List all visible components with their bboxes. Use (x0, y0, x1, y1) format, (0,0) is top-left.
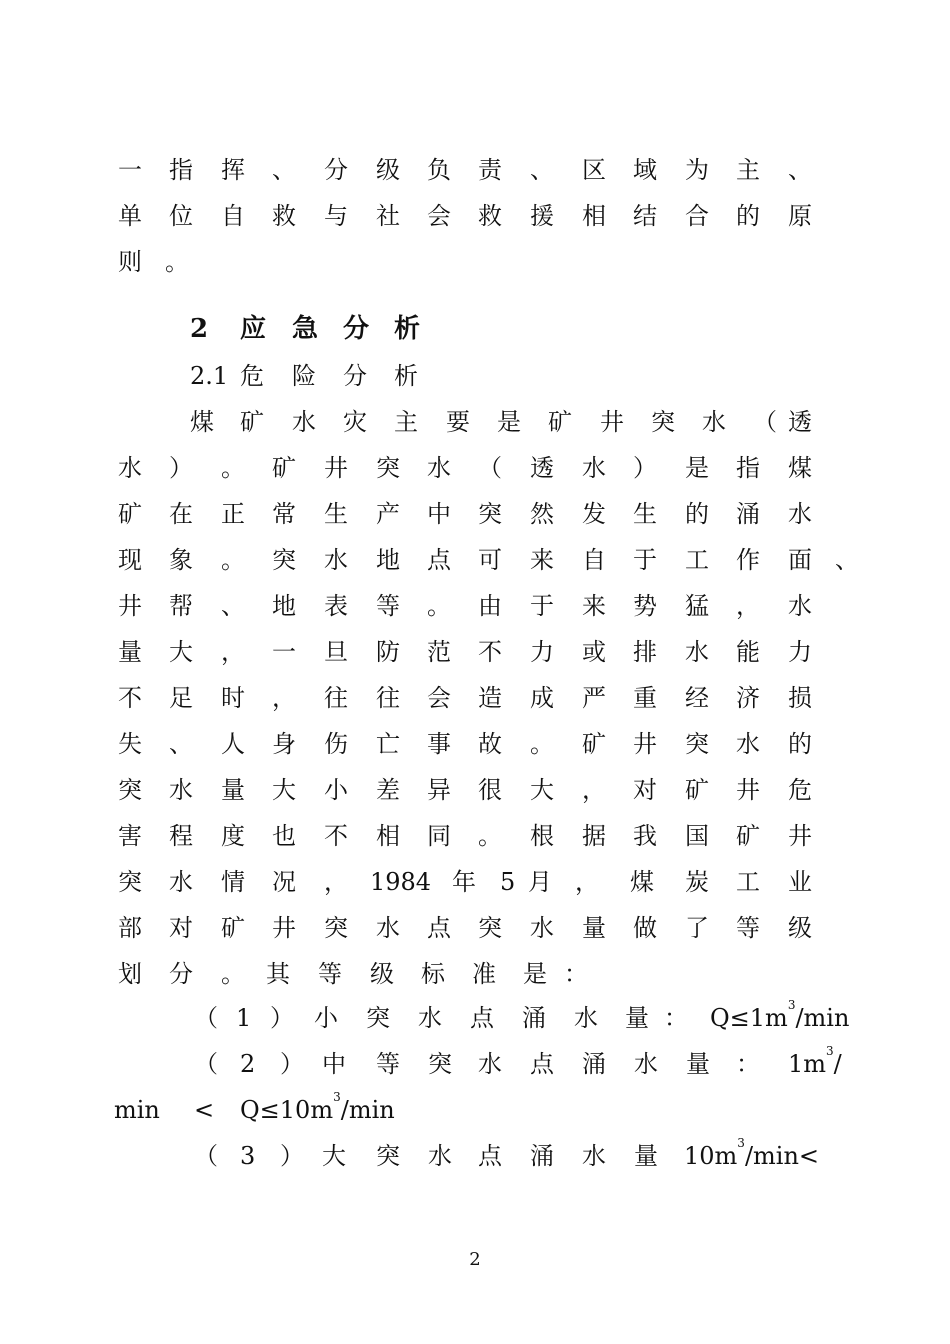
paragraph-line (0, 678, 950, 718)
text-token: 大 (530, 776, 554, 804)
text-token: 水 (582, 454, 606, 482)
text-token: 帮 (169, 592, 193, 620)
text-token: 根 (530, 822, 554, 850)
text-token: 。 (478, 822, 502, 850)
text-token: 水 (530, 914, 554, 942)
text-token: 年 (452, 868, 476, 896)
text-token: 国 (685, 822, 709, 850)
text-token: 害 (118, 822, 142, 850)
text-token: 水 (685, 638, 709, 666)
list-item (0, 1090, 950, 1130)
text-token: 也 (272, 822, 296, 850)
text-token: 量 (582, 914, 606, 942)
text-token: ， (324, 868, 348, 896)
text-token: ： (564, 960, 588, 988)
text-token: 分 (169, 960, 193, 988)
text-token: 突 (651, 408, 675, 436)
text-token: 井 (600, 408, 624, 436)
text-token: 于 (633, 546, 657, 574)
text-token: （ (478, 454, 502, 482)
text-token: 水 (702, 408, 726, 436)
text-token: 水 (169, 776, 193, 804)
text-token: 井 (118, 592, 142, 620)
text-token: 级 (370, 960, 394, 988)
text-token: 与 (324, 202, 348, 230)
text-token: ， (736, 592, 760, 620)
text-token: 我 (633, 822, 657, 850)
text-token: 结 (633, 202, 657, 230)
text-token: 挥 (221, 156, 245, 184)
text-token: 现 (118, 546, 142, 574)
text-token: 点 (530, 1050, 554, 1078)
text-token: 量 (625, 1004, 649, 1032)
text-token: 会 (427, 202, 451, 230)
text-token: 煤 (190, 408, 214, 436)
text-token: 矿 (240, 408, 264, 436)
text-token: 势 (633, 592, 657, 620)
text-token: 突 (685, 730, 709, 758)
text-token: 故 (478, 730, 502, 758)
text-token: 突 (376, 1142, 400, 1170)
text-token: 。 (427, 592, 451, 620)
text-token: 井 (788, 822, 812, 850)
text-token: 矿 (272, 454, 296, 482)
text-token: 经 (685, 684, 709, 712)
text-token: ： (664, 1004, 688, 1032)
text-token: 防 (376, 638, 400, 666)
text-token: 水 (736, 730, 760, 758)
text-token: 分 (343, 314, 370, 344)
text-token: 水 (292, 408, 316, 436)
text-token: 排 (633, 638, 657, 666)
text-token: 5 (500, 868, 516, 896)
text-token: 水 (582, 1142, 606, 1170)
text-token: 工 (685, 546, 709, 574)
text-token: ： (736, 1050, 760, 1078)
text-token: min (114, 1096, 160, 1124)
text-token: 应 (240, 314, 267, 344)
section-heading (0, 309, 950, 349)
text-token: 危 (788, 776, 812, 804)
text-token: 亡 (376, 730, 400, 758)
text-token: 大 (169, 638, 193, 666)
text-token: 合 (685, 202, 709, 230)
text-token: 域 (633, 156, 657, 184)
text-token: 为 (685, 156, 709, 184)
text-token: 位 (169, 202, 193, 230)
text-token: ） (169, 454, 193, 482)
text-token: 情 (221, 868, 245, 896)
text-token: 矿 (548, 408, 572, 436)
text-token: 地 (272, 592, 296, 620)
text-token: 可 (478, 546, 502, 574)
text-token: 2 (240, 1050, 256, 1078)
text-token: 的 (788, 730, 812, 758)
text-token: 1 (236, 1004, 252, 1032)
text-token: 社 (376, 202, 400, 230)
text-token: 级 (788, 914, 812, 942)
text-token: 大 (272, 776, 296, 804)
text-token: $1m^3/$ (788, 1044, 842, 1078)
text-token: 往 (324, 684, 348, 712)
text-token: 炭 (685, 868, 709, 896)
text-token: 1984 (370, 868, 432, 896)
text-token: （ (194, 1050, 218, 1078)
text-token: 原 (788, 202, 812, 230)
text-token: 损 (788, 684, 812, 712)
text-token: 是 (523, 960, 547, 988)
text-token: ， (272, 684, 296, 712)
text-token: ， (582, 776, 606, 804)
text-token: 据 (582, 822, 606, 850)
text-token: 由 (478, 592, 502, 620)
text-token: 力 (788, 638, 812, 666)
text-token: 表 (324, 592, 348, 620)
text-token: 力 (530, 638, 554, 666)
text-token: 点 (470, 1004, 494, 1032)
text-token: 涌 (736, 500, 760, 528)
text-token: 突 (478, 500, 502, 528)
text-token: 自 (582, 546, 606, 574)
text-token: 。 (530, 730, 554, 758)
text-token: 部 (118, 914, 142, 942)
text-token: 水 (418, 1004, 442, 1032)
text-token: 是 (685, 454, 709, 482)
text-token: 生 (324, 500, 348, 528)
text-token: 正 (221, 500, 245, 528)
text-token: 差 (376, 776, 400, 804)
text-token: 重 (633, 684, 657, 712)
text-token: 煤 (788, 454, 812, 482)
page-number: 2 (469, 1249, 481, 1270)
text-token: < (194, 1096, 215, 1124)
text-token: 点 (478, 1142, 502, 1170)
text-token: 透 (788, 408, 812, 436)
text-token: 2.1 (190, 362, 229, 390)
text-token: 井 (633, 730, 657, 758)
text-token: 准 (472, 960, 496, 988)
text-token: 涌 (530, 1142, 554, 1170)
text-token: 在 (169, 500, 193, 528)
text-token: 量 (221, 776, 245, 804)
text-token: 的 (685, 500, 709, 528)
text-token: 点 (427, 546, 451, 574)
text-token: 、 (221, 592, 245, 620)
text-token: 透 (530, 454, 554, 482)
text-token: 、 (530, 156, 554, 184)
text-token: $Q\le 10m^3/\min$ (240, 1090, 395, 1124)
text-token: 来 (582, 592, 606, 620)
paragraph-line (0, 724, 950, 764)
text-token: 水 (324, 546, 348, 574)
text-token: 矿 (736, 822, 760, 850)
text-token: （ (194, 1142, 218, 1170)
text-token: 水 (574, 1004, 598, 1032)
text-token: 不 (118, 684, 142, 712)
paragraph-line (0, 402, 950, 442)
text-token: 水 (169, 868, 193, 896)
text-token: 大 (322, 1142, 346, 1170)
text-token: 旦 (324, 638, 348, 666)
text-token: 于 (530, 592, 554, 620)
text-token: 对 (169, 914, 193, 942)
text-token: 点 (427, 914, 451, 942)
text-token: 水 (788, 500, 812, 528)
text-token: 援 (530, 202, 554, 230)
text-token: 地 (376, 546, 400, 574)
text-token: 做 (633, 914, 657, 942)
text-token: 水 (634, 1050, 658, 1078)
text-token: 其 (266, 960, 290, 988)
text-token: 相 (376, 822, 400, 850)
text-token: 。 (221, 960, 245, 988)
text-token: 时 (221, 684, 245, 712)
text-token: 一 (272, 638, 296, 666)
text-token: 突 (118, 868, 142, 896)
paragraph-line (0, 816, 950, 856)
text-token: 能 (736, 638, 760, 666)
text-token: 矿 (582, 730, 606, 758)
text-token: 度 (221, 822, 245, 850)
paragraph-line (0, 150, 950, 190)
text-token: 水 (427, 454, 451, 482)
text-token: ） (633, 454, 657, 482)
text-token: 面 (788, 546, 812, 574)
text-token: 不 (324, 822, 348, 850)
text-token: 象 (169, 546, 193, 574)
text-token: 井 (272, 914, 296, 942)
text-token: 、 (272, 156, 296, 184)
text-token: 标 (421, 960, 445, 988)
text-token: 井 (324, 454, 348, 482)
text-token: 、 (169, 730, 193, 758)
text-token: 急 (292, 314, 319, 344)
text-token: 业 (788, 868, 812, 896)
text-token: 则 (118, 248, 142, 276)
text-token: 2 (190, 314, 209, 344)
text-token: 然 (530, 500, 554, 528)
text-token: 突 (366, 1004, 390, 1032)
text-token: 突 (272, 546, 296, 574)
text-token: 很 (478, 776, 502, 804)
text-token: ） (280, 1050, 304, 1078)
text-token: （ (194, 1004, 218, 1032)
text-token: 析 (394, 362, 418, 390)
text-token: ） (280, 1142, 304, 1170)
text-token: 伤 (324, 730, 348, 758)
text-token: 。 (221, 546, 245, 574)
text-token: 涌 (522, 1004, 546, 1032)
text-token: 突 (428, 1050, 452, 1078)
text-token: 指 (736, 454, 760, 482)
text-token: 井 (736, 776, 760, 804)
text-token: 一 (118, 156, 142, 184)
text-token: 产 (376, 500, 400, 528)
text-token: 要 (446, 408, 470, 436)
text-token: 等 (736, 914, 760, 942)
text-token: 小 (324, 776, 348, 804)
text-token: 责 (478, 156, 502, 184)
text-token: 事 (427, 730, 451, 758)
text-token: 分 (324, 156, 348, 184)
paragraph-line (0, 448, 950, 488)
text-token: 身 (272, 730, 296, 758)
text-token: 水 (118, 454, 142, 482)
text-token: 主 (736, 156, 760, 184)
text-token: 水 (376, 914, 400, 942)
text-token: 来 (530, 546, 554, 574)
text-token: 是 (497, 408, 521, 436)
text-token: 猛 (685, 592, 709, 620)
text-token: 作 (736, 546, 760, 574)
text-token: 水 (428, 1142, 452, 1170)
text-token: 量 (686, 1050, 710, 1078)
text-token: 济 (736, 684, 760, 712)
paragraph-line (0, 540, 950, 580)
text-token: 矿 (221, 914, 245, 942)
paragraph-line (0, 242, 950, 282)
text-token: 常 (272, 500, 296, 528)
text-token: 突 (324, 914, 348, 942)
text-token: 异 (427, 776, 451, 804)
text-token: 突 (478, 914, 502, 942)
text-token: 不 (478, 638, 502, 666)
paragraph-line (0, 862, 950, 902)
text-token: 严 (582, 684, 606, 712)
text-token: 中 (427, 500, 451, 528)
text-token: 范 (427, 638, 451, 666)
text-token: 相 (582, 202, 606, 230)
list-item (0, 998, 950, 1038)
text-token: 灾 (343, 408, 367, 436)
paragraph-line (0, 770, 950, 810)
text-token: 、 (835, 546, 859, 574)
text-token: 、 (788, 156, 812, 184)
text-token: 划 (118, 960, 142, 988)
paragraph-line (0, 632, 950, 672)
text-token: 突 (376, 454, 400, 482)
text-token: 对 (633, 776, 657, 804)
list-item (0, 1044, 950, 1084)
paragraph-line (0, 954, 950, 994)
text-token: 量 (118, 638, 142, 666)
text-token: 煤 (630, 868, 654, 896)
text-token: 了 (685, 914, 709, 942)
text-token: 水 (788, 592, 812, 620)
text-token: 突 (118, 776, 142, 804)
text-token: 足 (169, 684, 193, 712)
text-token: ， (575, 868, 599, 896)
paragraph-line (0, 196, 950, 236)
text-token: （ (753, 408, 777, 436)
text-token: 救 (272, 202, 296, 230)
text-token: $10m^3/\min<$ (684, 1136, 820, 1170)
text-token: 单 (118, 202, 142, 230)
text-token: 险 (292, 362, 316, 390)
text-token: 涌 (582, 1050, 606, 1078)
text-token: 况 (272, 868, 296, 896)
paragraph-line (0, 908, 950, 948)
text-token: 指 (169, 156, 193, 184)
text-token: 等 (376, 592, 400, 620)
text-token: 等 (376, 1050, 400, 1078)
text-token: 发 (582, 500, 606, 528)
text-token: 析 (394, 314, 421, 344)
text-token: 救 (478, 202, 502, 230)
subsection-heading (0, 356, 950, 396)
text-token: 同 (427, 822, 451, 850)
text-token: 往 (376, 684, 400, 712)
text-token: $Q\le 1m^3/\min$ (710, 998, 850, 1032)
text-token: 主 (394, 408, 418, 436)
text-token: 危 (240, 362, 264, 390)
text-token: 或 (582, 638, 606, 666)
text-token: 自 (221, 202, 245, 230)
text-token: 级 (376, 156, 400, 184)
text-token: 工 (736, 868, 760, 896)
text-token: 水 (478, 1050, 502, 1078)
text-token: 成 (530, 684, 554, 712)
text-token: 失 (118, 730, 142, 758)
text-token: ， (221, 638, 245, 666)
paragraph-line (0, 586, 950, 626)
text-token: 。 (221, 454, 245, 482)
text-token: 区 (582, 156, 606, 184)
text-token: 的 (736, 202, 760, 230)
text-token: 程 (169, 822, 193, 850)
text-token: ） (270, 1004, 294, 1032)
text-token: 量 (634, 1142, 658, 1170)
text-token: 小 (314, 1004, 338, 1032)
text-token: 负 (427, 156, 451, 184)
paragraph-line (0, 494, 950, 534)
list-item (0, 1136, 950, 1176)
text-token: 矿 (685, 776, 709, 804)
text-token: 生 (633, 500, 657, 528)
text-token: 月 (528, 868, 552, 896)
text-token: 。 (165, 248, 189, 276)
text-token: 等 (318, 960, 342, 988)
text-token: 会 (427, 684, 451, 712)
text-token: 中 (322, 1050, 346, 1078)
text-token: 矿 (118, 500, 142, 528)
text-token: 造 (478, 684, 502, 712)
text-token: 3 (240, 1142, 256, 1170)
text-token: 人 (221, 730, 245, 758)
text-token: 分 (343, 362, 367, 390)
